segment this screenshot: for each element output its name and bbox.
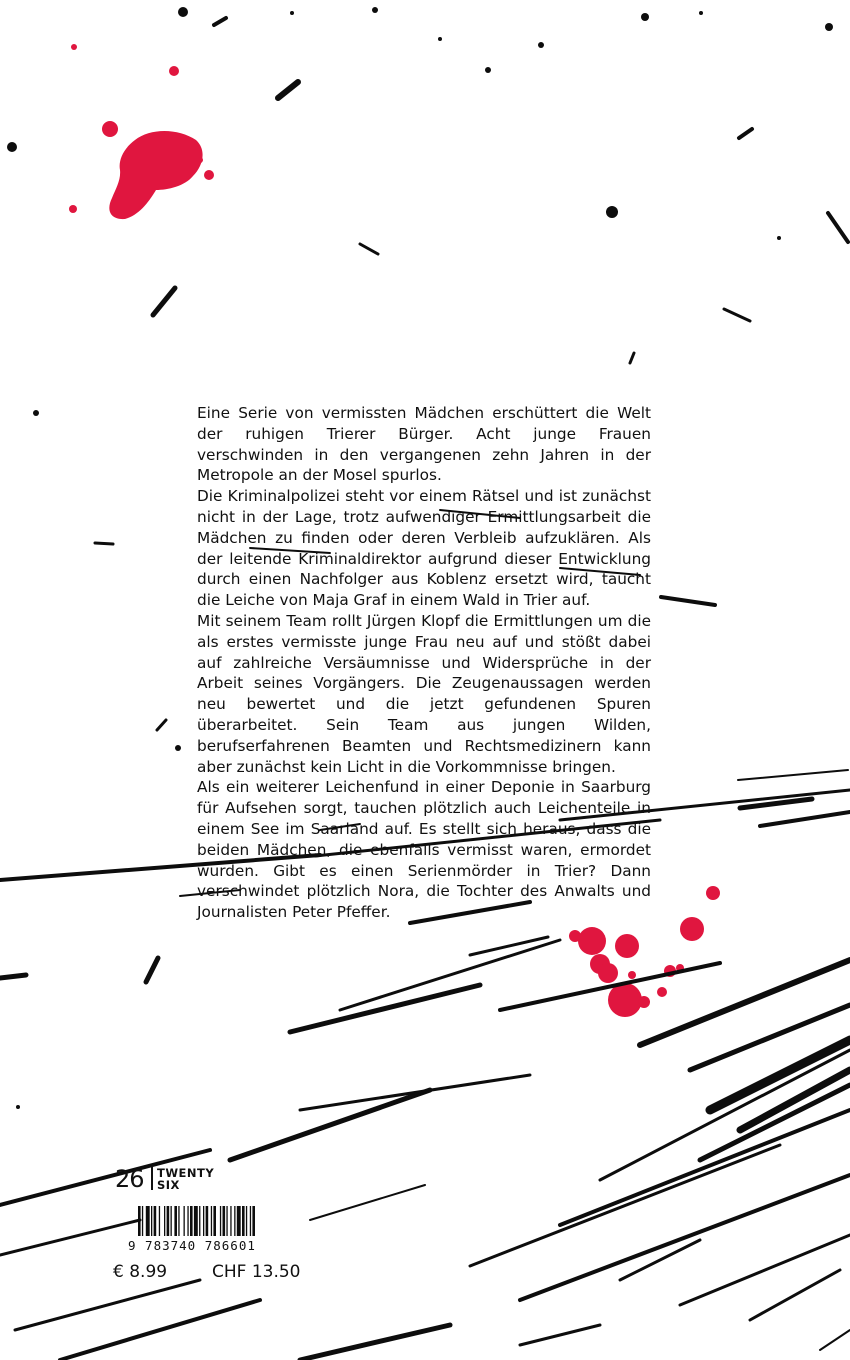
blurb-paragraph: Die Kriminalpolizei steht vor einem Rätsel und ist zunächst nicht in der Lage, trotz aufwendiger Ermittlungsarbeit die Mädchen zu finden oder deren Verbleib aufzuklären. Als der leitende Kriminaldirektor aufgrund dieser Entwicklung durch einen Nachfolger aus Koblenz ersetzt wird, taucht die Leiche von Maja Graf in einem Wald in Trier auf. [197,487,651,610]
publisher-logo [115,1164,235,1194]
blood-splatter-top [69,44,214,219]
publisher-logo-divider [151,1166,153,1190]
blurb-text [197,403,651,923]
isbn-barcode [138,1206,296,1236]
publisher-logo-word-bottom: SIX [157,1178,180,1192]
blurb-paragraph: Eine Serie von vermissten Mädchen erschüttert die Welt der ruhigen Trierer Bürger. Acht junge Frauen verschwinden in den vergangenen zehn Jahren in der Metropole an der Mosel spurlos. [197,404,651,485]
publisher-logo-number: 26 [115,1165,144,1193]
blurb-paragraph: Mit seinem Team rollt Jürgen Klopf die Ermittlungen um die als erstes vermisste junge Frau neu auf und stößt dabei auf zahlreiche Versäumnisse und Widersprüche in der Arbeit seines Vorgängers. Die Zeugenaussagen werden neu bewertet und die jetzt gefundenen Spuren überarbeitet. Sein Team aus jungen Wilden, berufserfahrenen Beamten und Rechtsmedizinern kann aber zunächst kein Licht in die Vorkommnisse bringen. [197,611,651,776]
price-chf: CHF 13.50 [212,1262,301,1282]
publisher-logo-word-top: TWENTY [157,1166,215,1180]
isbn-number: 9 783740 786601 [128,1238,256,1253]
blurb-paragraph: Als ein weiterer Leichenfund in einer Deponie in Saarburg für Aufsehen sorgt, tauchen plötzlich auch Leichenteile in einem See im Saarland auf. Es stellt sich heraus, dass die beiden Mädchen, die ebenfalls vermisst waren, ermordet wurden. Gibt es einen Serienmörder in Trier? Dann verschwindet plötzlich Nora, die Tochter des Anwalts und Journalisten Peter Pfeffer. [197,778,651,922]
price-euro: € 8.99 [113,1262,168,1282]
